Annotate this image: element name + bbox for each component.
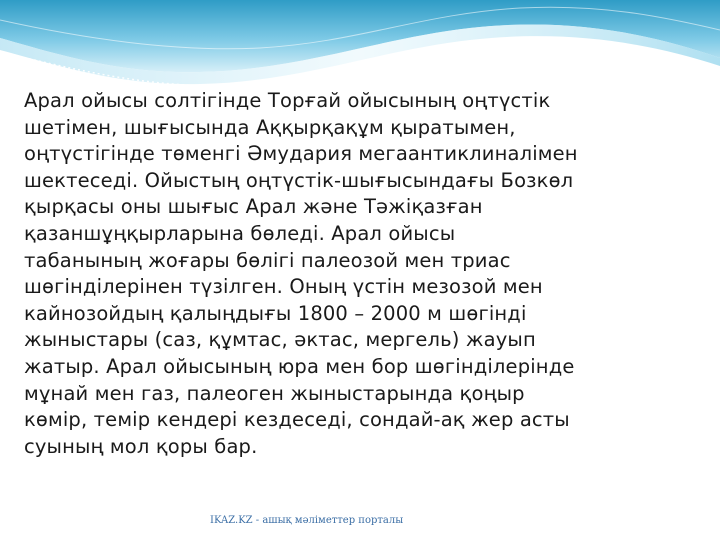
body-line: қазаншұңқырларына бөледі. Арал ойысы — [24, 221, 456, 245]
body-line: оңтүстігінде төменгі Әмудария мегаантиклиналімен — [24, 142, 578, 166]
body-line: мұнай мен газ, палеоген жыныстарында қоңыр — [24, 381, 525, 405]
body-line: шетімен, шығысында Аққырқақұм қыратымен, — [24, 115, 516, 139]
body-line: табанының жоғары бөлігі палеозой мен триас — [24, 248, 511, 272]
body-line: қырқасы оны шығыс Арал және Тәжіқазған — [24, 195, 483, 219]
body-line: жыныстары (саз, құмтас, әктас, мергель) жауып — [24, 328, 536, 352]
body-line: шектеседі. Ойыстың оңтүстік-шығысындағы Бозкөл — [24, 168, 574, 192]
body-line: шөгінділерінен түзілген. Оның үстін мезозой мен — [24, 275, 543, 299]
header-wave-decoration — [0, 0, 720, 90]
footer-source-label: IKAZ.KZ - ашық мәліметтер порталы — [210, 515, 404, 526]
body-line: жатыр. Арал ойысының юра мен бор шөгінділерінде — [24, 354, 575, 378]
body-line: Арал ойысы солтігінде Торғай ойысының оңтүстік — [24, 89, 551, 112]
body-line: кайнозойдың қалыңдығы 1800 – 2000 м шөгінді — [24, 301, 527, 325]
body-paragraph — [24, 88, 704, 460]
body-line: суының мол қоры бар. — [24, 434, 258, 458]
body-line: көмір, темір кендері кездеседі, сондай-ақ жер асты — [24, 408, 570, 432]
